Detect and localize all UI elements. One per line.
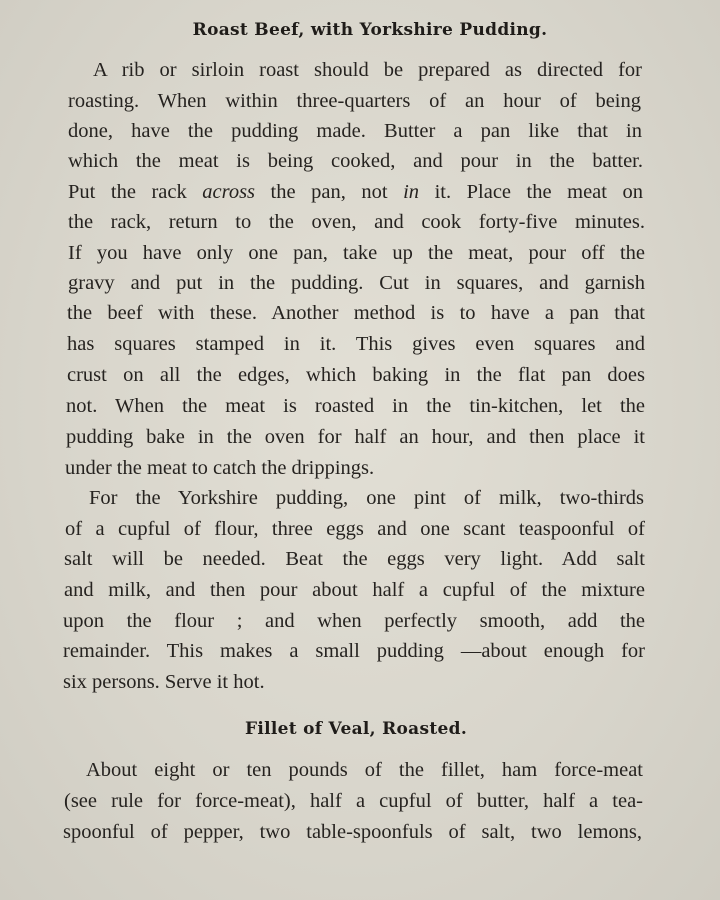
- text-line: If you have only one pan, take up the meat, pour off the: [68, 242, 645, 264]
- recipe-title-roast-beef: Roast Beef, with Yorkshire Pudding.: [192, 20, 548, 40]
- text-line: six persons. Serve it hot.: [63, 671, 265, 693]
- text-line: [68, 180, 643, 204]
- text-line: roasting. When within three-quarters of an hour of being: [68, 90, 641, 112]
- text-line: done, have the pudding made. Butter a pan like that in: [68, 120, 642, 142]
- text-line: A rib or sirloin roast should be prepared as directed for: [93, 59, 642, 81]
- text-line: pudding bake in the oven for half an hour, and then place it: [66, 426, 645, 448]
- text-line: the beef with these. Another method is to have a pan that: [67, 302, 645, 324]
- text-line: of a cupful of flour, three eggs and one scant teaspoonful of: [65, 518, 645, 540]
- recipe-title-fillet-of-veal: Fillet of Veal, Roasted.: [244, 719, 468, 739]
- italic-emphasis: across: [202, 181, 256, 203]
- text-line: under the meat to catch the drippings.: [65, 457, 375, 479]
- text-line: has squares stamped in it. This gives even squares and: [67, 333, 645, 355]
- text-line: spoonful of pepper, two table-spoonfuls of salt, two lemons,: [63, 821, 642, 843]
- text-line: which the meat is being cooked, and pour in the batter.: [68, 150, 643, 172]
- text-line: upon the flour ; and when perfectly smooth, add the: [63, 610, 645, 632]
- text-line: For the Yorkshire pudding, one pint of milk, two-thirds: [89, 487, 644, 509]
- text-line: crust on all the edges, which baking in the flat pan does: [67, 364, 645, 386]
- text-line: not. When the meat is roasted in the tin-kitchen, let the: [66, 395, 645, 417]
- text-segment: Put the rack: [68, 181, 203, 203]
- text-segment: the pan, not: [255, 181, 404, 203]
- text-line: and milk, and then pour about half a cupful of the mixture: [64, 579, 645, 601]
- text-line: gravy and put in the pudding. Cut in squares, and garnish: [68, 272, 645, 294]
- text-line: salt will be needed. Beat the eggs very light. Add salt: [64, 548, 645, 570]
- italic-emphasis: in: [403, 181, 420, 203]
- text-line: the rack, return to the oven, and cook forty-five minutes.: [68, 211, 645, 233]
- text-line: About eight or ten pounds of the fillet, ham force-meat: [86, 759, 643, 781]
- text-segment: it. Place the meat on: [419, 181, 643, 203]
- text-line: (see rule for force-meat), half a cupful of butter, half a tea-: [64, 790, 643, 812]
- text-line: remainder. This makes a small pudding —about enough for: [63, 640, 645, 662]
